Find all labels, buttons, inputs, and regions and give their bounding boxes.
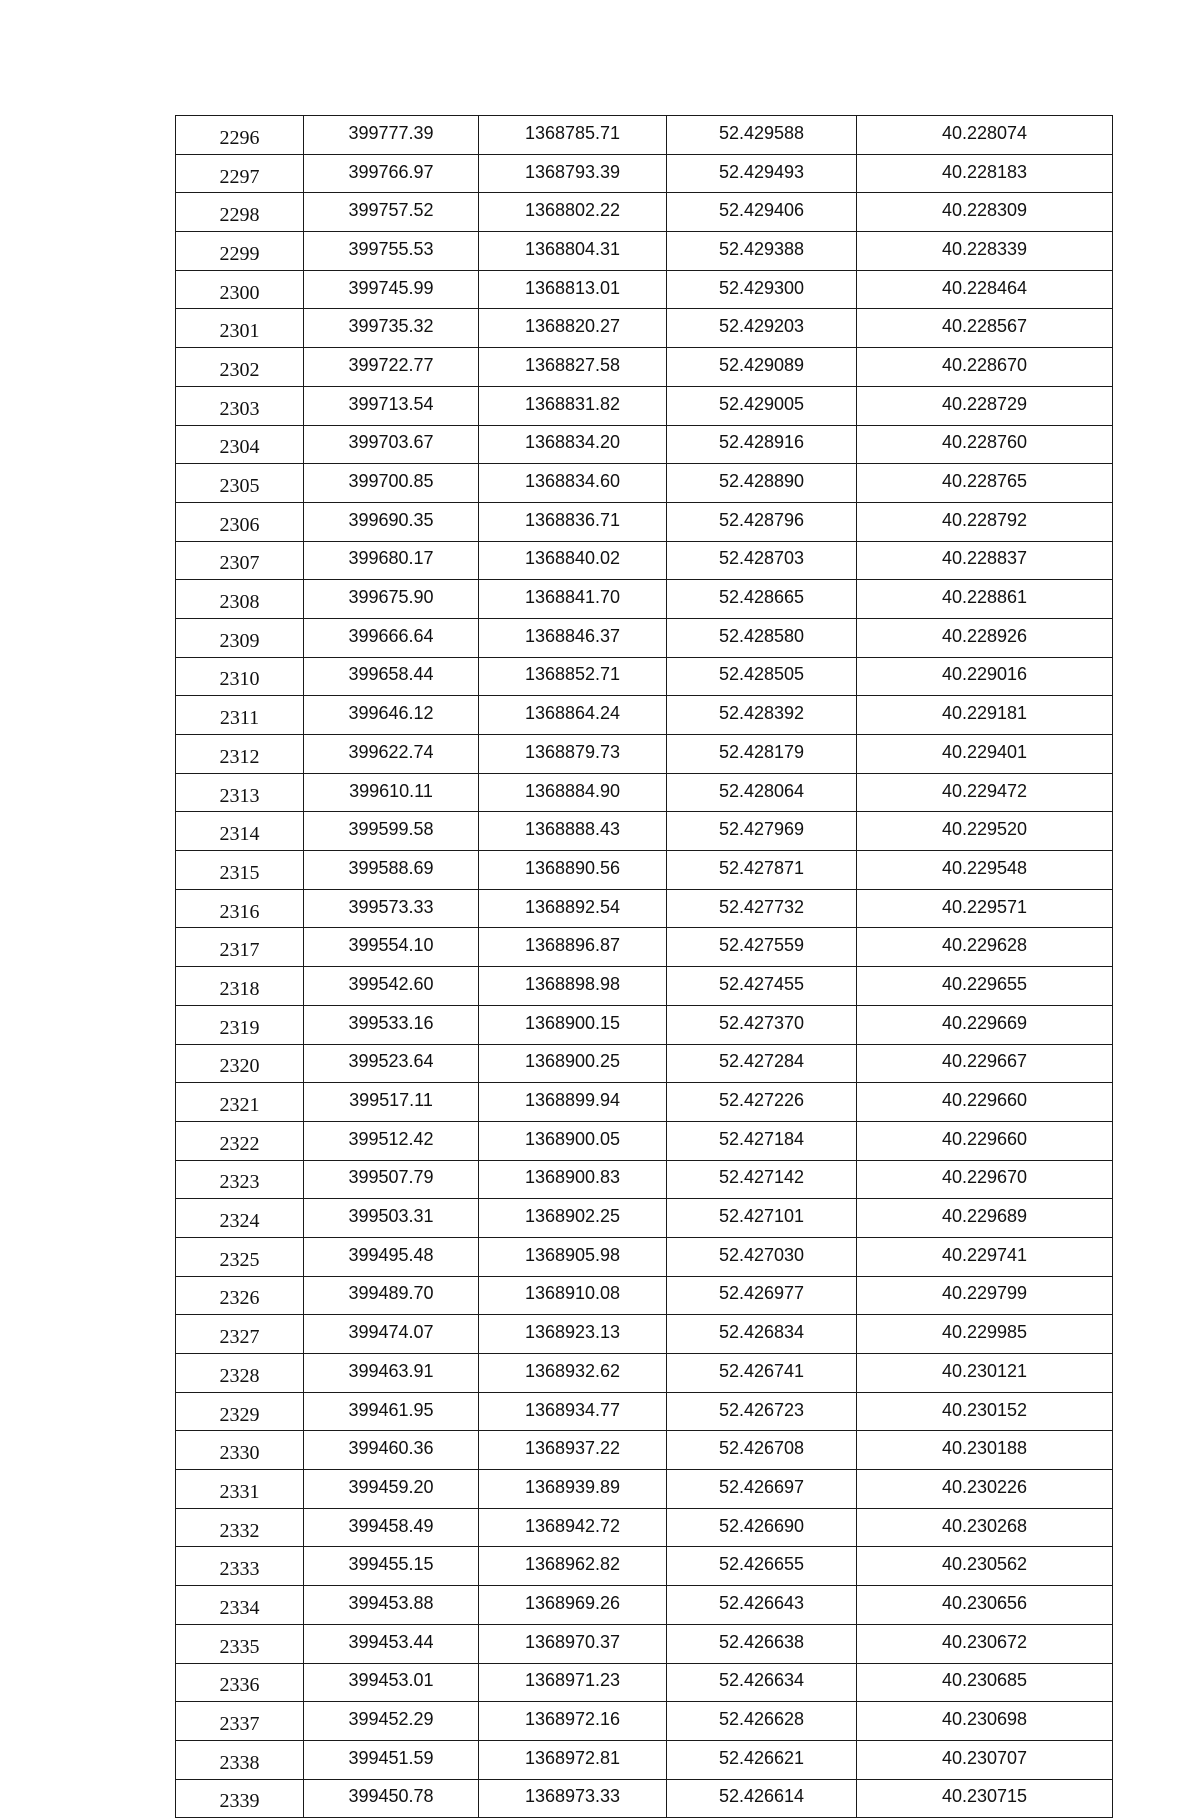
table-row [176,1547,1113,1586]
point-number-cell: 2333 [176,1547,304,1586]
x-coordinate-cell: 399646.12 [304,696,479,735]
point-number-cell: 2321 [176,1083,304,1122]
longitude-cell: 40.230656 [857,1586,1113,1625]
table-row [176,1005,1113,1044]
table-row [176,812,1113,851]
table-row [176,116,1113,155]
latitude-cell: 52.427969 [667,812,857,851]
y-coordinate-cell: 1368902.25 [479,1199,667,1238]
x-coordinate-cell: 399675.90 [304,580,479,619]
table-row [176,1354,1113,1393]
table-row [176,580,1113,619]
x-coordinate-cell: 399703.67 [304,425,479,464]
longitude-cell: 40.229472 [857,773,1113,812]
y-coordinate-cell: 1368836.71 [479,502,667,541]
longitude-cell: 40.228339 [857,232,1113,271]
x-coordinate-cell: 399461.95 [304,1392,479,1431]
y-coordinate-cell: 1368802.22 [479,193,667,232]
y-coordinate-cell: 1368900.83 [479,1160,667,1199]
point-number-cell: 2300 [176,270,304,309]
y-coordinate-cell: 1368840.02 [479,541,667,580]
x-coordinate-cell: 399622.74 [304,735,479,774]
table-row [176,1663,1113,1702]
table-row [176,1276,1113,1315]
latitude-cell: 52.426643 [667,1586,857,1625]
latitude-cell: 52.429300 [667,270,857,309]
x-coordinate-cell: 399507.79 [304,1160,479,1199]
x-coordinate-cell: 399610.11 [304,773,479,812]
x-coordinate-cell: 399453.44 [304,1624,479,1663]
coordinate-table-body [176,116,1113,1818]
table-row [176,928,1113,967]
point-number-cell: 2337 [176,1702,304,1741]
y-coordinate-cell: 1368879.73 [479,735,667,774]
y-coordinate-cell: 1368900.05 [479,1121,667,1160]
latitude-cell: 52.428796 [667,502,857,541]
point-number-cell: 2296 [176,116,304,155]
point-number-cell: 2305 [176,464,304,503]
y-coordinate-cell: 1368973.33 [479,1779,667,1818]
y-coordinate-cell: 1368834.20 [479,425,667,464]
x-coordinate-cell: 399666.64 [304,618,479,657]
longitude-cell: 40.229985 [857,1315,1113,1354]
table-row [176,1740,1113,1779]
longitude-cell: 40.230226 [857,1470,1113,1509]
y-coordinate-cell: 1368969.26 [479,1586,667,1625]
x-coordinate-cell: 399757.52 [304,193,479,232]
point-number-cell: 2332 [176,1508,304,1547]
point-number-cell: 2328 [176,1354,304,1393]
table-row [176,193,1113,232]
x-coordinate-cell: 399453.01 [304,1663,479,1702]
point-number-cell: 2327 [176,1315,304,1354]
longitude-cell: 40.230152 [857,1392,1113,1431]
longitude-cell: 40.230121 [857,1354,1113,1393]
x-coordinate-cell: 399503.31 [304,1199,479,1238]
point-number-cell: 2315 [176,851,304,890]
x-coordinate-cell: 399755.53 [304,232,479,271]
y-coordinate-cell: 1368899.94 [479,1083,667,1122]
table-row [176,773,1113,812]
table-row [176,735,1113,774]
y-coordinate-cell: 1368905.98 [479,1237,667,1276]
longitude-cell: 40.230698 [857,1702,1113,1741]
longitude-cell: 40.228464 [857,270,1113,309]
x-coordinate-cell: 399463.91 [304,1354,479,1393]
latitude-cell: 52.427455 [667,967,857,1006]
point-number-cell: 2297 [176,154,304,193]
point-number-cell: 2320 [176,1044,304,1083]
x-coordinate-cell: 399474.07 [304,1315,479,1354]
latitude-cell: 52.427030 [667,1237,857,1276]
table-row [176,1470,1113,1509]
longitude-cell: 40.229660 [857,1121,1113,1160]
x-coordinate-cell: 399460.36 [304,1431,479,1470]
y-coordinate-cell: 1368934.77 [479,1392,667,1431]
longitude-cell: 40.229401 [857,735,1113,774]
table-row [176,1702,1113,1741]
y-coordinate-cell: 1368834.60 [479,464,667,503]
x-coordinate-cell: 399766.97 [304,154,479,193]
table-row [176,541,1113,580]
x-coordinate-cell: 399658.44 [304,657,479,696]
table-row [176,348,1113,387]
latitude-cell: 52.429588 [667,116,857,155]
longitude-cell: 40.230685 [857,1663,1113,1702]
latitude-cell: 52.426697 [667,1470,857,1509]
table-row [176,1779,1113,1818]
longitude-cell: 40.229655 [857,967,1113,1006]
table-row [176,1237,1113,1276]
x-coordinate-cell: 399588.69 [304,851,479,890]
longitude-cell: 40.228670 [857,348,1113,387]
x-coordinate-cell: 399453.88 [304,1586,479,1625]
x-coordinate-cell: 399452.29 [304,1702,479,1741]
latitude-cell: 52.429388 [667,232,857,271]
table-row [176,386,1113,425]
y-coordinate-cell: 1368820.27 [479,309,667,348]
table-row [176,1160,1113,1199]
longitude-cell: 40.229669 [857,1005,1113,1044]
latitude-cell: 52.429005 [667,386,857,425]
point-number-cell: 2326 [176,1276,304,1315]
latitude-cell: 52.427284 [667,1044,857,1083]
y-coordinate-cell: 1368900.15 [479,1005,667,1044]
longitude-cell: 40.229660 [857,1083,1113,1122]
point-number-cell: 2334 [176,1586,304,1625]
table-row [176,618,1113,657]
x-coordinate-cell: 399459.20 [304,1470,479,1509]
x-coordinate-cell: 399713.54 [304,386,479,425]
latitude-cell: 52.426741 [667,1354,857,1393]
longitude-cell: 40.228729 [857,386,1113,425]
y-coordinate-cell: 1368841.70 [479,580,667,619]
y-coordinate-cell: 1368972.16 [479,1702,667,1741]
longitude-cell: 40.228567 [857,309,1113,348]
point-number-cell: 2302 [176,348,304,387]
longitude-cell: 40.228309 [857,193,1113,232]
point-number-cell: 2324 [176,1199,304,1238]
x-coordinate-cell: 399495.48 [304,1237,479,1276]
table-row [176,851,1113,890]
longitude-cell: 40.229181 [857,696,1113,735]
table-row [176,1044,1113,1083]
x-coordinate-cell: 399599.58 [304,812,479,851]
y-coordinate-cell: 1368831.82 [479,386,667,425]
latitude-cell: 52.428580 [667,618,857,657]
longitude-cell: 40.229689 [857,1199,1113,1238]
latitude-cell: 52.426708 [667,1431,857,1470]
latitude-cell: 52.426977 [667,1276,857,1315]
longitude-cell: 40.228760 [857,425,1113,464]
y-coordinate-cell: 1368785.71 [479,116,667,155]
longitude-cell: 40.230672 [857,1624,1113,1663]
latitude-cell: 52.427101 [667,1199,857,1238]
y-coordinate-cell: 1368962.82 [479,1547,667,1586]
point-number-cell: 2310 [176,657,304,696]
longitude-cell: 40.228792 [857,502,1113,541]
table-row [176,889,1113,928]
y-coordinate-cell: 1368923.13 [479,1315,667,1354]
table-row [176,1083,1113,1122]
table-row [176,657,1113,696]
point-number-cell: 2314 [176,812,304,851]
latitude-cell: 52.428890 [667,464,857,503]
latitude-cell: 52.428179 [667,735,857,774]
y-coordinate-cell: 1368890.56 [479,851,667,890]
table-row [176,309,1113,348]
x-coordinate-cell: 399542.60 [304,967,479,1006]
latitude-cell: 52.427184 [667,1121,857,1160]
point-number-cell: 2338 [176,1740,304,1779]
longitude-cell: 40.229670 [857,1160,1113,1199]
latitude-cell: 52.429089 [667,348,857,387]
x-coordinate-cell: 399700.85 [304,464,479,503]
table-row [176,696,1113,735]
point-number-cell: 2309 [176,618,304,657]
y-coordinate-cell: 1368884.90 [479,773,667,812]
latitude-cell: 52.426614 [667,1779,857,1818]
latitude-cell: 52.427142 [667,1160,857,1199]
point-number-cell: 2301 [176,309,304,348]
y-coordinate-cell: 1368971.23 [479,1663,667,1702]
point-number-cell: 2299 [176,232,304,271]
point-number-cell: 2303 [176,386,304,425]
x-coordinate-cell: 399722.77 [304,348,479,387]
table-row [176,270,1113,309]
latitude-cell: 52.426834 [667,1315,857,1354]
longitude-cell: 40.228183 [857,154,1113,193]
longitude-cell: 40.229016 [857,657,1113,696]
longitude-cell: 40.228926 [857,618,1113,657]
table-row [176,464,1113,503]
longitude-cell: 40.230562 [857,1547,1113,1586]
y-coordinate-cell: 1368942.72 [479,1508,667,1547]
x-coordinate-cell: 399573.33 [304,889,479,928]
table-row [176,1199,1113,1238]
y-coordinate-cell: 1368888.43 [479,812,667,851]
x-coordinate-cell: 399450.78 [304,1779,479,1818]
y-coordinate-cell: 1368813.01 [479,270,667,309]
point-number-cell: 2323 [176,1160,304,1199]
y-coordinate-cell: 1368864.24 [479,696,667,735]
point-number-cell: 2312 [176,735,304,774]
point-number-cell: 2339 [176,1779,304,1818]
latitude-cell: 52.426634 [667,1663,857,1702]
latitude-cell: 52.428064 [667,773,857,812]
y-coordinate-cell: 1368932.62 [479,1354,667,1393]
latitude-cell: 52.426655 [667,1547,857,1586]
y-coordinate-cell: 1368900.25 [479,1044,667,1083]
longitude-cell: 40.230268 [857,1508,1113,1547]
x-coordinate-cell: 399554.10 [304,928,479,967]
x-coordinate-cell: 399517.11 [304,1083,479,1122]
longitude-cell: 40.229799 [857,1276,1113,1315]
longitude-cell: 40.228861 [857,580,1113,619]
y-coordinate-cell: 1368937.22 [479,1431,667,1470]
longitude-cell: 40.229741 [857,1237,1113,1276]
latitude-cell: 52.429493 [667,154,857,193]
latitude-cell: 52.426690 [667,1508,857,1547]
x-coordinate-cell: 399489.70 [304,1276,479,1315]
table-row [176,1315,1113,1354]
y-coordinate-cell: 1368898.98 [479,967,667,1006]
x-coordinate-cell: 399523.64 [304,1044,479,1083]
x-coordinate-cell: 399512.42 [304,1121,479,1160]
latitude-cell: 52.426723 [667,1392,857,1431]
latitude-cell: 52.427871 [667,851,857,890]
point-number-cell: 2298 [176,193,304,232]
x-coordinate-cell: 399455.15 [304,1547,479,1586]
latitude-cell: 52.429406 [667,193,857,232]
longitude-cell: 40.229628 [857,928,1113,967]
table-row [176,1392,1113,1431]
point-number-cell: 2308 [176,580,304,619]
longitude-cell: 40.228074 [857,116,1113,155]
y-coordinate-cell: 1368939.89 [479,1470,667,1509]
x-coordinate-cell: 399745.99 [304,270,479,309]
table-row [176,154,1113,193]
y-coordinate-cell: 1368892.54 [479,889,667,928]
x-coordinate-cell: 399777.39 [304,116,479,155]
x-coordinate-cell: 399680.17 [304,541,479,580]
point-number-cell: 2329 [176,1392,304,1431]
x-coordinate-cell: 399735.32 [304,309,479,348]
y-coordinate-cell: 1368896.87 [479,928,667,967]
point-number-cell: 2331 [176,1470,304,1509]
latitude-cell: 52.428665 [667,580,857,619]
point-number-cell: 2335 [176,1624,304,1663]
x-coordinate-cell: 399533.16 [304,1005,479,1044]
point-number-cell: 2304 [176,425,304,464]
longitude-cell: 40.229667 [857,1044,1113,1083]
longitude-cell: 40.230188 [857,1431,1113,1470]
table-row [176,1121,1113,1160]
latitude-cell: 52.427226 [667,1083,857,1122]
latitude-cell: 52.427559 [667,928,857,967]
y-coordinate-cell: 1368793.39 [479,154,667,193]
point-number-cell: 2322 [176,1121,304,1160]
table-row [176,232,1113,271]
x-coordinate-cell: 399458.49 [304,1508,479,1547]
y-coordinate-cell: 1368972.81 [479,1740,667,1779]
table-row [176,425,1113,464]
latitude-cell: 52.428505 [667,657,857,696]
longitude-cell: 40.229571 [857,889,1113,928]
table-row [176,1508,1113,1547]
latitude-cell: 52.428916 [667,425,857,464]
point-number-cell: 2317 [176,928,304,967]
point-number-cell: 2330 [176,1431,304,1470]
latitude-cell: 52.427370 [667,1005,857,1044]
table-row [176,1624,1113,1663]
point-number-cell: 2313 [176,773,304,812]
y-coordinate-cell: 1368804.31 [479,232,667,271]
latitude-cell: 52.428703 [667,541,857,580]
latitude-cell: 52.426638 [667,1624,857,1663]
longitude-cell: 40.228837 [857,541,1113,580]
x-coordinate-cell: 399690.35 [304,502,479,541]
table-row [176,502,1113,541]
point-number-cell: 2319 [176,1005,304,1044]
longitude-cell: 40.228765 [857,464,1113,503]
y-coordinate-cell: 1368910.08 [479,1276,667,1315]
coordinate-table [175,115,1113,1818]
point-number-cell: 2316 [176,889,304,928]
table-row [176,1431,1113,1470]
point-number-cell: 2307 [176,541,304,580]
longitude-cell: 40.229548 [857,851,1113,890]
point-number-cell: 2318 [176,967,304,1006]
longitude-cell: 40.230707 [857,1740,1113,1779]
table-row [176,967,1113,1006]
point-number-cell: 2325 [176,1237,304,1276]
latitude-cell: 52.428392 [667,696,857,735]
latitude-cell: 52.429203 [667,309,857,348]
y-coordinate-cell: 1368846.37 [479,618,667,657]
latitude-cell: 52.427732 [667,889,857,928]
y-coordinate-cell: 1368827.58 [479,348,667,387]
latitude-cell: 52.426621 [667,1740,857,1779]
point-number-cell: 2306 [176,502,304,541]
y-coordinate-cell: 1368970.37 [479,1624,667,1663]
point-number-cell: 2311 [176,696,304,735]
point-number-cell: 2336 [176,1663,304,1702]
longitude-cell: 40.229520 [857,812,1113,851]
latitude-cell: 52.426628 [667,1702,857,1741]
table-row [176,1586,1113,1625]
x-coordinate-cell: 399451.59 [304,1740,479,1779]
y-coordinate-cell: 1368852.71 [479,657,667,696]
longitude-cell: 40.230715 [857,1779,1113,1818]
